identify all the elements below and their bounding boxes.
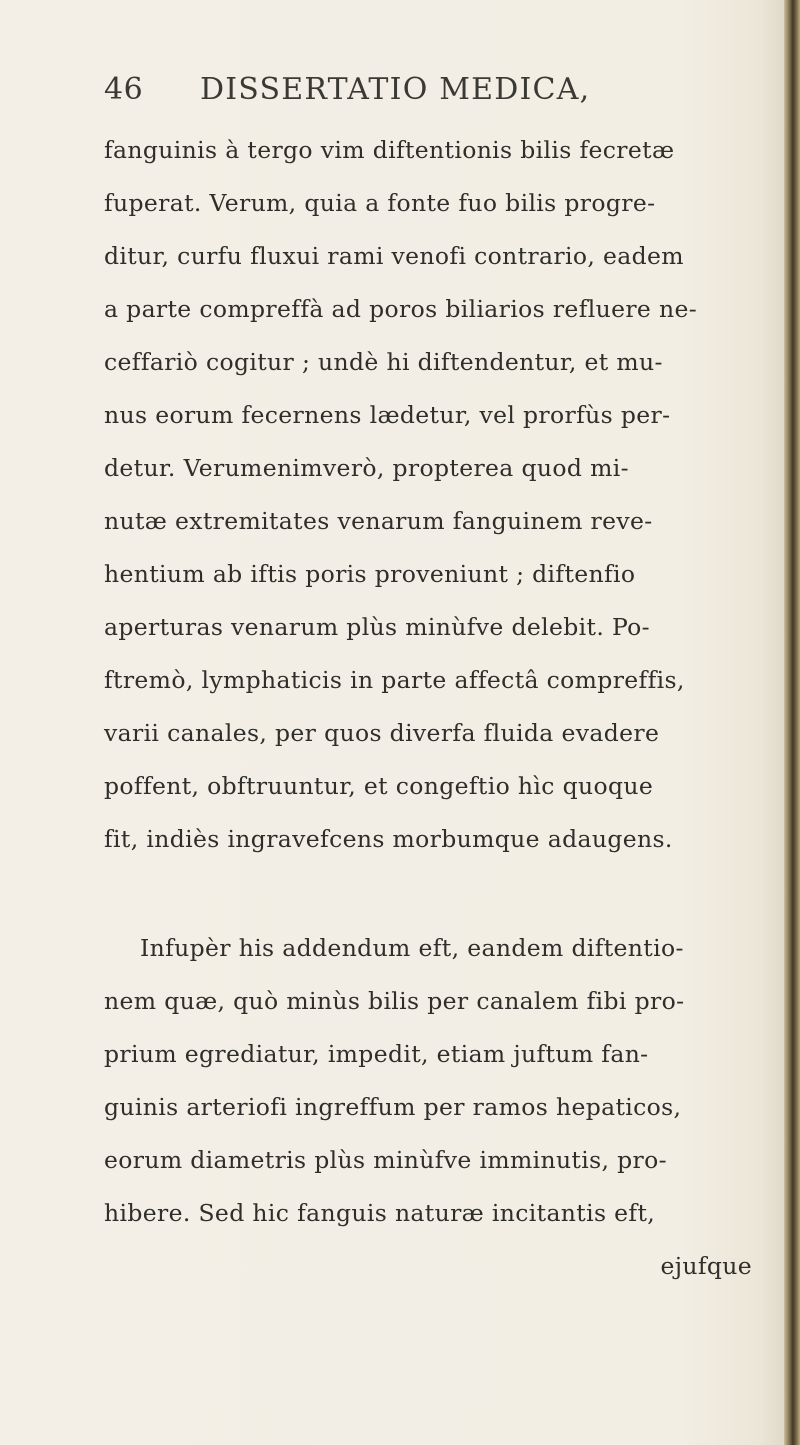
text-line: ftremò, lymphaticis in parte affectâ compreffis, <box>104 666 685 694</box>
page-header <box>104 72 744 122</box>
paragraph-1 <box>104 124 754 866</box>
text-line: nem quæ, quò minùs bilis per canalem fibi pro- <box>104 987 685 1015</box>
text-line: fanguinis à tergo vim diftentionis bilis fecretæ <box>104 136 675 164</box>
text-line: eorum diametris plùs minùfve imminutis, pro- <box>104 1146 667 1174</box>
page-number: 46 <box>104 72 144 107</box>
page-edge-binding <box>784 0 800 1445</box>
paragraph-2 <box>104 922 754 1240</box>
paragraph-gap <box>104 866 754 922</box>
text-line: hentium ab iftis poris proveniunt ; diftenfio <box>104 560 636 588</box>
body-text <box>104 124 754 1293</box>
text-line: guinis arteriofi ingreffum per ramos hepaticos, <box>104 1093 682 1121</box>
text-line: fuperat. Verum, quia a fonte fuo bilis progre- <box>104 189 656 217</box>
text-line: poffent, obftruuntur, et congeftio hìc quoque <box>104 772 654 800</box>
catchword: ejufque <box>660 1252 752 1280</box>
text-line: nus eorum fecernens lædetur, vel prorfùs per- <box>104 401 671 429</box>
text-line: aperturas venarum plùs minùfve delebit. Po- <box>104 613 650 641</box>
text-line: ditur, curfu fluxui rami venofi contrario, eadem <box>104 242 684 270</box>
text-line: Infupèr his addendum eft, eandem diftentio- <box>140 934 684 962</box>
text-line: prium egrediatur, impedit, etiam juftum fan- <box>104 1040 649 1068</box>
text-line: fit, indiès ingravefcens morbumque adaugens. <box>104 825 673 853</box>
text-line: varii canales, per quos diverfa fluida evadere <box>104 719 660 747</box>
text-line: nutæ extremitates venarum fanguinem reve- <box>104 507 653 535</box>
text-line: hibere. Sed hic fanguis naturæ incitantis eft, <box>104 1199 656 1227</box>
text-line: a parte compreffà ad poros biliarios refluere ne- <box>104 295 698 323</box>
running-title: DISSERTATIO MEDICA, <box>200 72 591 107</box>
text-line: detur. Verumenimverò, propterea quod mi- <box>104 454 629 482</box>
text-line: ceffariò cogitur ; undè hi diftendentur, et mu- <box>104 348 663 376</box>
